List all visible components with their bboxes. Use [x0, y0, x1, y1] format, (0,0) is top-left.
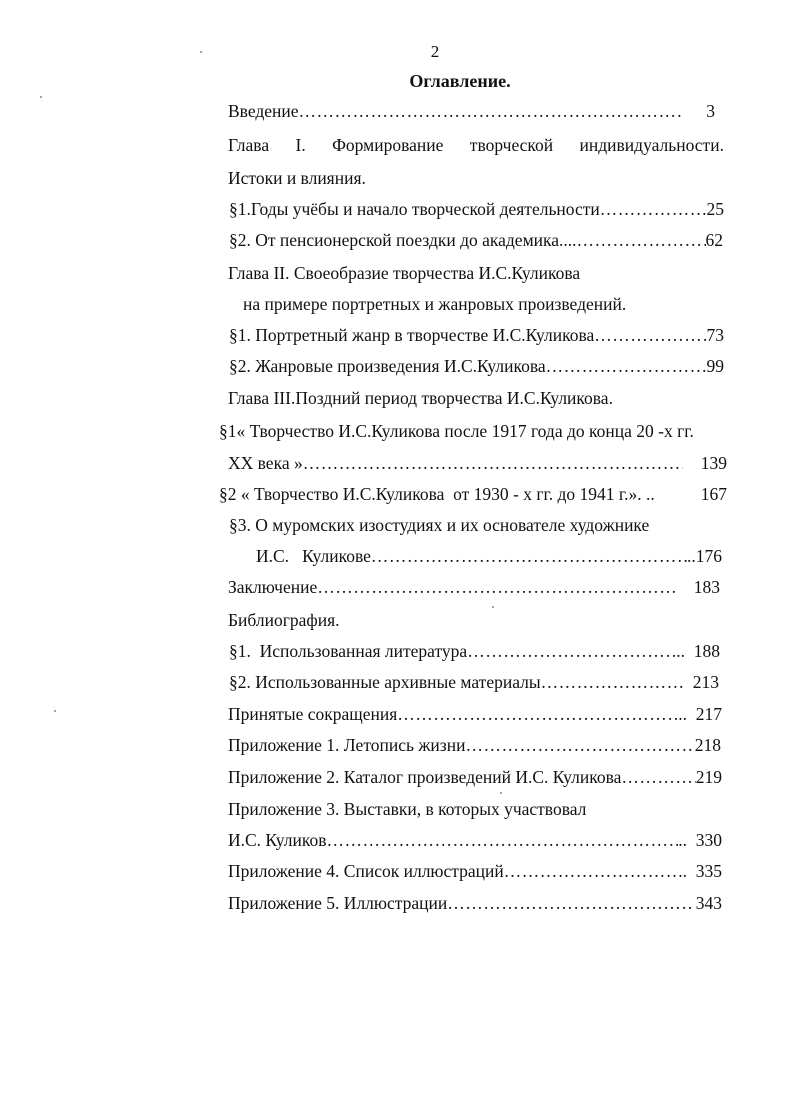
toc-entry-page: 219 — [695, 767, 722, 787]
toc-leader-dots — [465, 734, 694, 756]
scan-speck — [54, 710, 56, 712]
toc-entry-text: И.С. Куликов — [228, 830, 327, 850]
toc-chapter-3-title: Глава III.Поздний период творчества И.С.Куликова. — [228, 388, 613, 408]
toc-entry-text: §2 « Творчество И.С.Куликова от 1930 - х гг. до 1941 г.». .. — [219, 484, 655, 504]
toc-entry-text: §1. Использованная литература — [229, 641, 468, 661]
toc-leader-dots — [621, 766, 695, 788]
toc-word: творческой — [469, 135, 554, 155]
toc-entry-page: .. 217 — [678, 704, 722, 724]
toc-entry-ch3-s1: §1« Творчество И.С.Куликова после 1917 года до конца 20 -х гг. — [219, 421, 694, 441]
toc-word: Формирование — [332, 135, 444, 155]
toc-leader-dots — [299, 100, 683, 122]
toc-leader-dots — [467, 640, 676, 662]
toc-entry-text: XX века » — [228, 453, 303, 473]
toc-entry-app3-cont — [228, 829, 722, 851]
toc-leader-dots — [541, 671, 684, 693]
toc-entry-text: §1. Портретный жанр в творчестве И.С.Куликова — [229, 325, 595, 345]
scan-speck — [500, 792, 502, 794]
toc-entry-text: Приложение 2. Каталог произведений И.С. Куликова — [228, 767, 622, 787]
toc-word: Глава — [228, 135, 270, 155]
toc-entry-page: .. 330 — [678, 830, 722, 850]
toc-entry-text: §1.Годы учёбы и начало творческой деятельности — [229, 199, 600, 219]
toc-leader-dots — [397, 703, 678, 725]
toc-entry-ch2-s1 — [229, 324, 724, 346]
toc-entry-app1 — [228, 734, 721, 756]
toc-entry-page: 218 — [694, 735, 721, 755]
toc-entry-text: Заключение — [228, 577, 318, 597]
toc-leader-dots — [303, 452, 683, 474]
toc-entry-ch1-s1 — [229, 198, 724, 220]
toc-leader-dots — [447, 892, 691, 914]
toc-word: индивидуальности. — [579, 135, 724, 155]
toc-chapter-1-title — [228, 134, 724, 156]
toc-entry-text: §2. От пенсионерской поездки до академика.... — [229, 230, 577, 250]
toc-entry-page: 99 — [706, 356, 724, 376]
toc-entry-page: 25 — [706, 199, 724, 219]
toc-entry-intro — [228, 100, 715, 122]
toc-entry-page: 62 — [705, 230, 723, 250]
toc-entry-page: 183 — [693, 577, 720, 597]
toc-entry-text: §2. Использованные архивные материалы — [229, 672, 541, 692]
toc-leader-dots — [600, 198, 707, 220]
toc-entry-page: .. 188 — [676, 641, 720, 661]
toc-chapter-2-title: Глава II. Своеобразие творчества И.С.Куликова — [228, 263, 581, 283]
toc-chapter-2-title-cont: на примере портретных и жанровых произведений. — [243, 294, 627, 314]
toc-entry-page: 343 — [691, 893, 722, 913]
toc-entry-page: 139 — [700, 453, 727, 473]
toc-entry-app5 — [228, 892, 722, 914]
toc-entry-ch3-s3: §3. О муромских изостудиях и их основателе художнике — [229, 515, 650, 535]
toc-entry-ch1-s2 — [229, 229, 723, 251]
scan-speck — [200, 51, 202, 53]
toc-entry-page: .. 335 — [678, 861, 722, 881]
toc-bibliography-heading: Библиография. — [228, 610, 340, 630]
toc-entry-text: Введение — [228, 101, 299, 121]
toc-entry-text: Приложение 1. Летопись жизни — [228, 735, 466, 755]
toc-entry-page: 3 — [706, 101, 715, 121]
toc-leader-dots — [594, 324, 706, 346]
toc-leader-dots — [317, 576, 678, 598]
toc-leader-dots — [577, 229, 706, 251]
toc-entry-text: И.С. Куликове — [256, 546, 371, 566]
toc-leader-dots — [504, 860, 679, 882]
toc-leader-dots — [327, 829, 679, 851]
scan-speck — [40, 96, 42, 98]
toc-leader-dots — [371, 545, 687, 567]
toc-entry-ch3-s2 — [219, 483, 727, 505]
page-number: 2 — [430, 42, 440, 61]
toc-entry-ch2-s2 — [229, 355, 724, 377]
toc-leader-dots — [546, 355, 707, 377]
toc-entry-app2 — [228, 766, 722, 788]
toc-entry-text: §2. Жанровые произведения И.С.Куликова — [229, 356, 546, 376]
scan-speck — [492, 606, 494, 608]
toc-entry-ch3-s1-cont — [228, 452, 727, 474]
toc-entry-app3: Приложение 3. Выставки, в которых участвовал — [228, 799, 587, 819]
toc-entry-page: 213 — [684, 672, 719, 692]
toc-entry-page: 167 — [700, 484, 727, 504]
toc-word: I. — [295, 135, 306, 155]
toc-entry-bib-s2 — [229, 671, 719, 693]
toc-entry-text: Приложение 5. Иллюстрации — [228, 893, 448, 913]
toc-entry-ch3-s3-cont — [256, 545, 722, 567]
toc-chapter-1-title-cont: Истоки и влияния. — [228, 168, 366, 188]
page-title: Оглавление. — [409, 71, 511, 91]
toc-entry-bib-s1 — [229, 640, 720, 662]
toc-entry-conclusion — [228, 576, 720, 598]
toc-entry-app4 — [228, 860, 722, 882]
toc-entry-abbrev — [228, 703, 722, 725]
toc-entry-page: 73 — [706, 325, 724, 345]
toc-entry-text: Приложение 4. Список иллюстраций — [228, 861, 504, 881]
toc-entry-text: Принятые сокращения — [228, 704, 398, 724]
toc-entry-page: ..176 — [687, 546, 722, 566]
